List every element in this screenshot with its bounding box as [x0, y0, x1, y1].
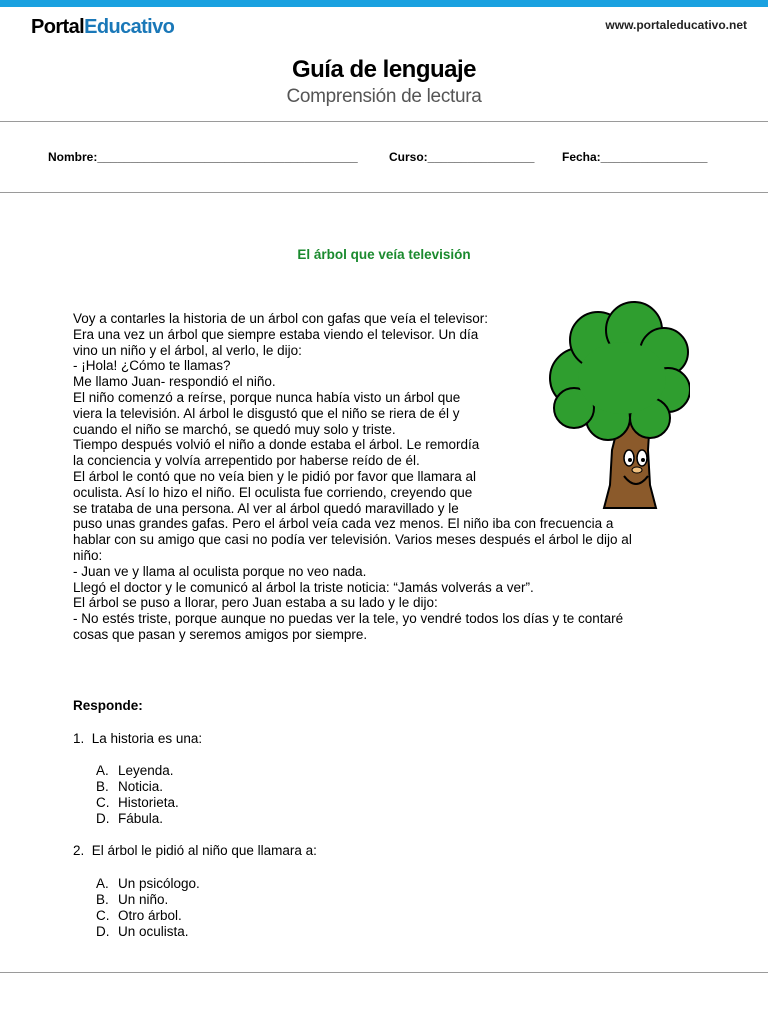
question-text: El árbol le pidió al niño que llamara a:: [91, 843, 317, 858]
story-line: El niño comenzó a reírse, porque nunca había visto un árbol que: [73, 389, 461, 405]
question-2-option-d[interactable]: D. Un oculista.: [96, 924, 189, 939]
story-line: El árbol se puso a llorar, pero Juan estaba a su lado y le dijo:: [73, 595, 438, 611]
story-line: Me llamo Juan- respondió el niño.: [73, 374, 276, 390]
story-title: El árbol que veía televisión: [297, 247, 471, 262]
logo-educativo-text: Educativo: [84, 16, 175, 38]
story-line: Tiempo después volvió el niño a donde estaba el árbol. Le remordía: [73, 437, 480, 453]
tree-nose: [632, 467, 642, 473]
tree-illustration: [538, 300, 690, 512]
divider-bottom: [0, 972, 768, 973]
question-1-option-c[interactable]: C. Historieta.: [96, 795, 179, 810]
portal-educativo-logo[interactable]: [31, 16, 174, 39]
story-line: la conciencia y volvía arrepentido por haberse reído de él.: [73, 453, 420, 469]
story-line: se trataba de una persona. Al ver al árbol quedó maravillado y le: [73, 500, 459, 516]
fecha-field: Fecha:________________: [562, 150, 708, 164]
question-number: 2.: [73, 843, 85, 858]
tree-eye-left: [624, 450, 634, 466]
story-line: Voy a contarles la historia de un árbol con gafas que veía el televisor:: [73, 311, 488, 326]
story-line: cosas que pasan y seremos amigos por siempre.: [73, 626, 368, 642]
question-1-option-b[interactable]: B. Noticia.: [96, 779, 164, 794]
story-line: cuando el niño se marchó, se quedó muy solo y triste.: [73, 421, 396, 437]
story-line: niño:: [73, 547, 103, 563]
page-subtitle: Comprensión de lectura: [286, 86, 482, 107]
question-2: [73, 843, 317, 858]
divider-top: [0, 121, 768, 122]
logo-portal-text: Portal: [31, 16, 85, 38]
curso-field: Curso:________________: [389, 150, 535, 164]
question-1: [73, 731, 202, 746]
story-line: puso unas grandes gafas. Pero el árbol veía cada vez menos. El niño iba con frecuencia a: [73, 516, 614, 532]
site-url[interactable]: www.portaleducativo.net: [605, 18, 747, 32]
story-line: vino un niño y el árbol, al verlo, le dijo:: [73, 342, 302, 358]
story-line: Llegó el doctor y le comunicó al árbol la triste noticia: “Jamás volverás a ver”.: [73, 579, 534, 595]
story-line: - ¡Hola! ¿Cómo te llamas?: [73, 358, 231, 374]
question-2-option-a[interactable]: A. Un psicólogo.: [96, 876, 200, 891]
tree-eye-right: [637, 450, 647, 466]
page-title: Guía de lenguaje: [291, 56, 477, 83]
story-line: - Juan ve y llama al oculista porque no veo nada.: [73, 563, 367, 579]
story-line: Era una vez un árbol que siempre estaba viendo el televisor. Un día: [73, 326, 479, 342]
story-line: hablar con su amigo que casi no podía ver televisión. Varios meses después el árbol le dijo al: [73, 532, 632, 548]
question-1-option-a[interactable]: A. Leyenda.: [96, 763, 174, 778]
story-line: - No estés triste, porque aunque no puedas ver la tele, yo vendré todos los días y te contaré: [73, 611, 624, 627]
question-number: 1.: [73, 731, 85, 746]
story-line: El árbol le contó que no veía bien y le pidió por favor que llamara al: [73, 468, 476, 484]
question-2-option-b[interactable]: B. Un niño.: [96, 892, 169, 907]
question-text: La historia es una:: [91, 731, 203, 746]
question-2-option-c[interactable]: C. Otro árbol.: [96, 908, 182, 923]
tree-foliage-fill: [578, 342, 666, 414]
question-1-option-d[interactable]: D. Fábula.: [96, 811, 164, 826]
story-line: oculista. Así lo hizo el niño. El oculista fue corriendo, creyendo que: [73, 484, 473, 500]
divider-fields: [0, 192, 768, 193]
story-line: viera la televisión. Al árbol le disgustó que el niño se riera de él y: [73, 405, 460, 421]
top-accent-bar: [0, 0, 768, 7]
nombre-field: Nombre:_______________________________________: [48, 150, 358, 164]
responde-heading: Responde:: [73, 698, 143, 713]
